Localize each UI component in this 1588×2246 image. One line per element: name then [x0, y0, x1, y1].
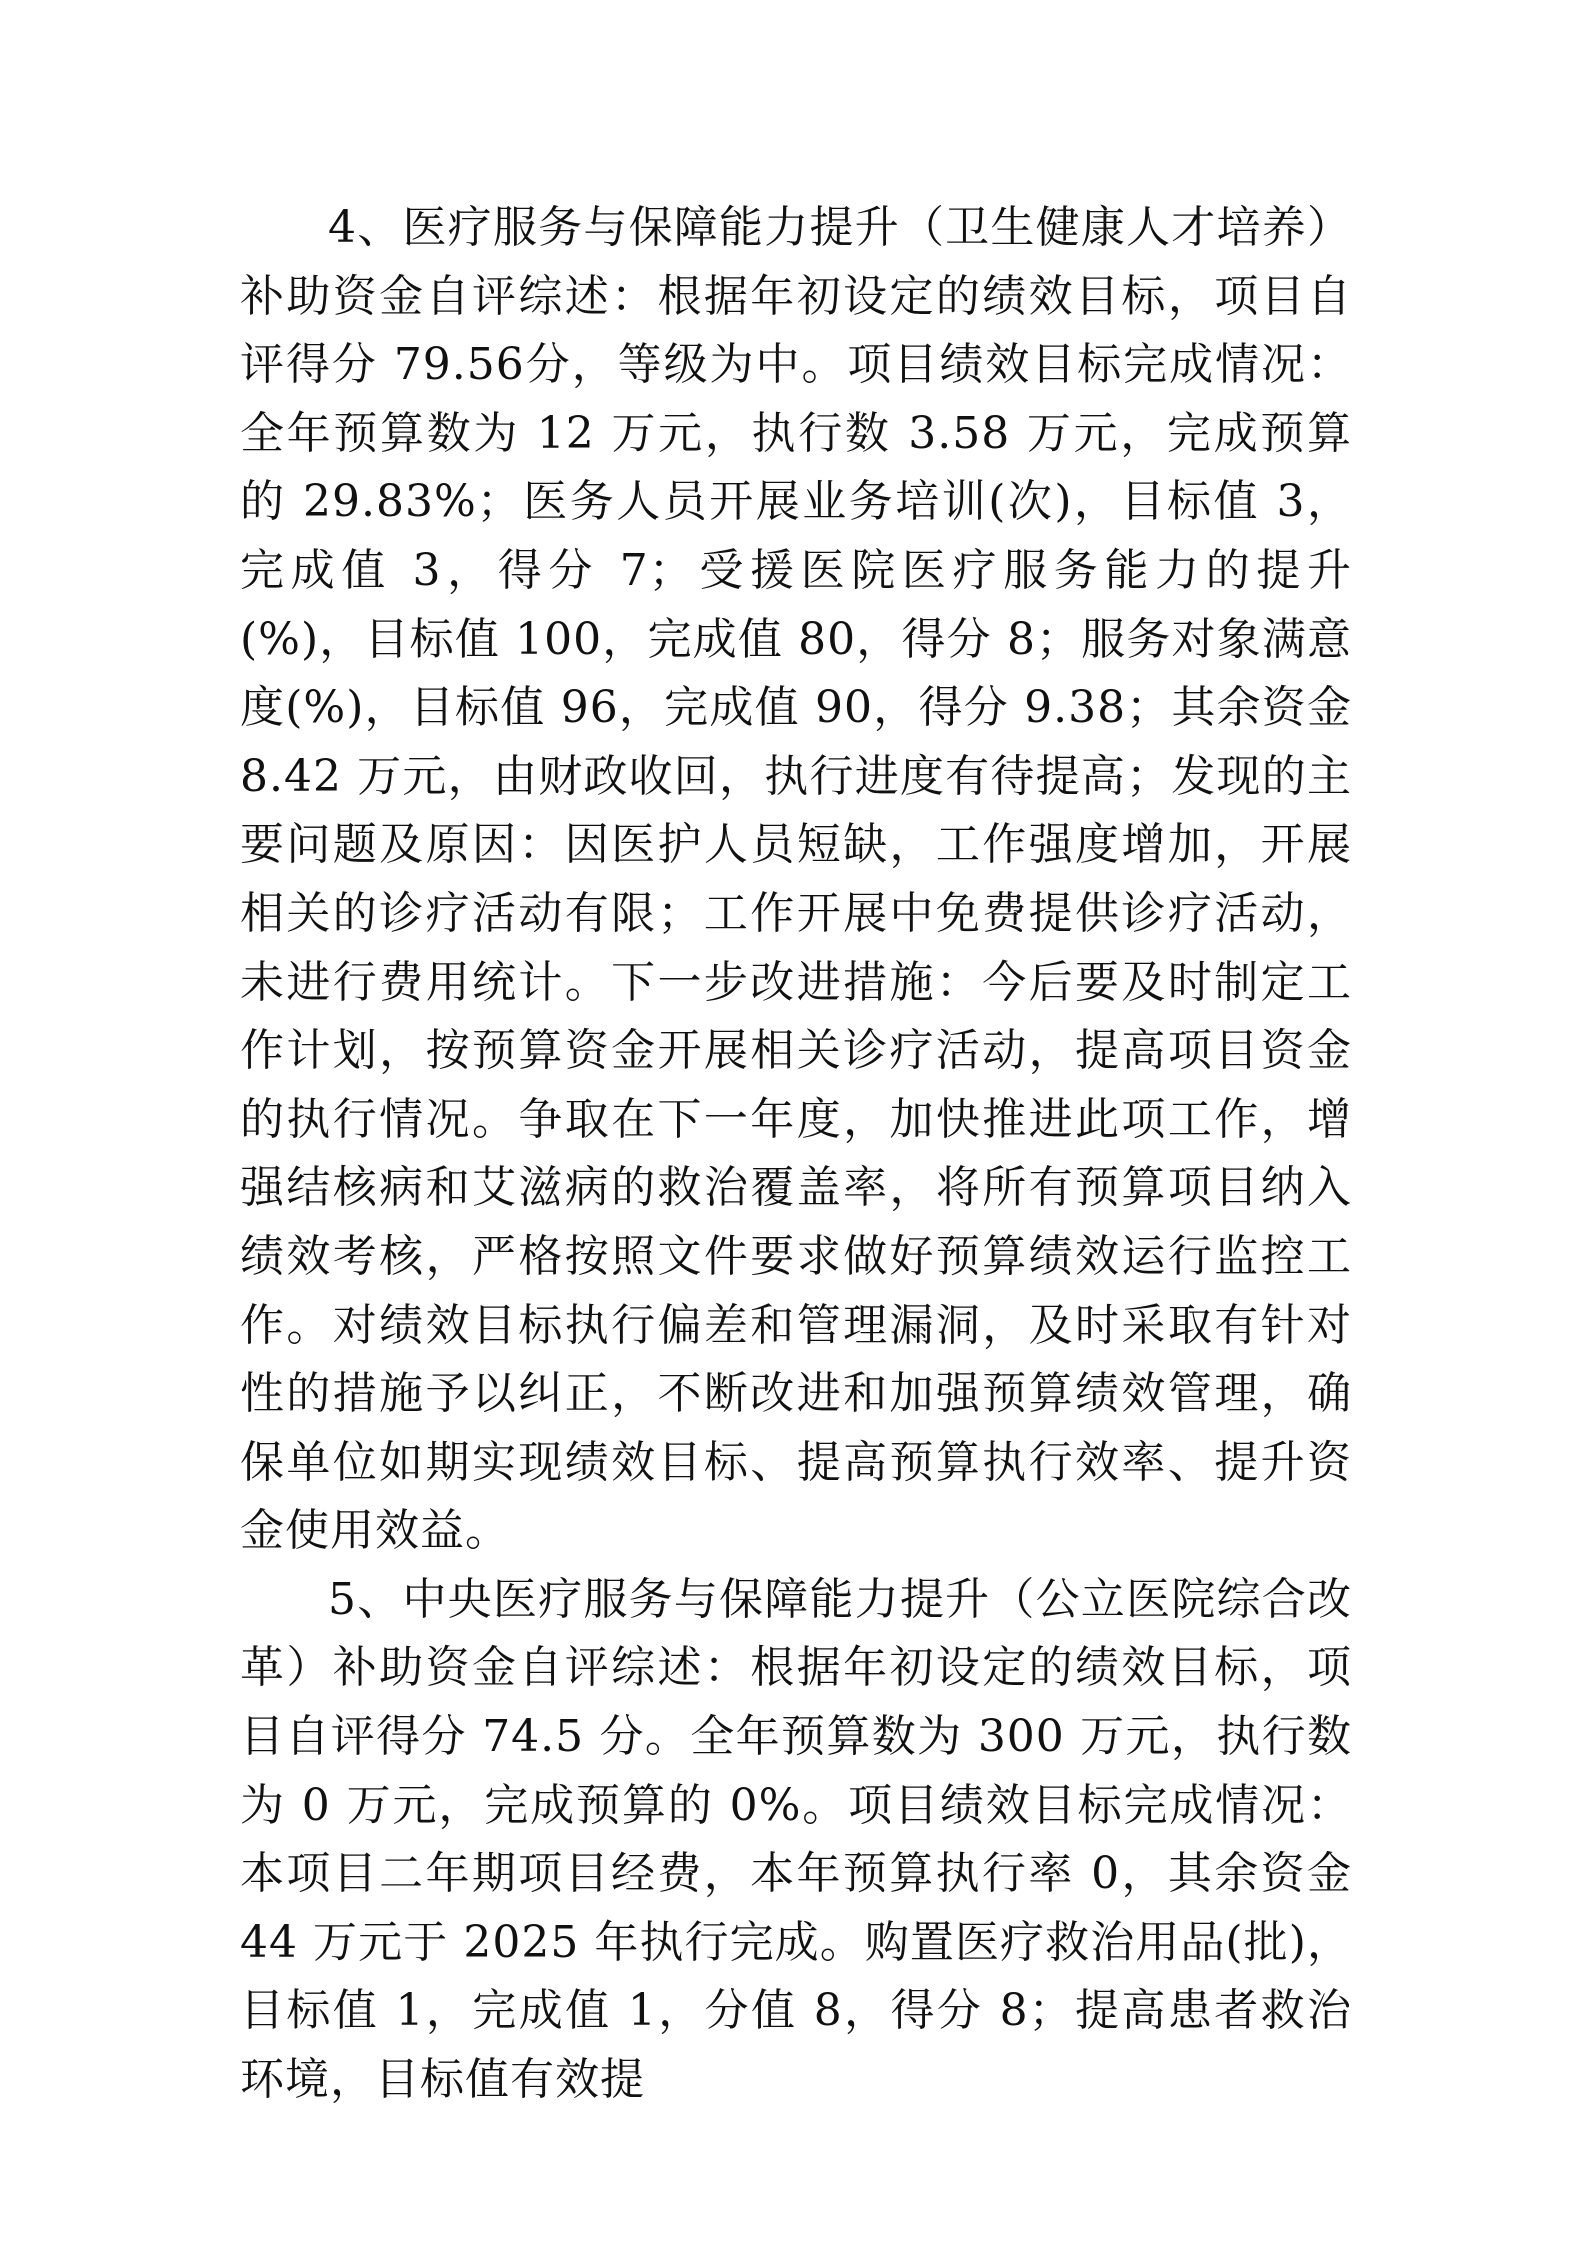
- paragraph-item-5: 5、中央医疗服务与保障能力提升（公立医院综合改革）补助资金自评综述：根据年初设定的绩效目标，项目自评得分 74.5 分。全年预算数为 300 万元，执行数为 0 万元，完成预算的 0%。项目绩效目标完成情况：本项目二年期项目经费，本年预算执行率 0，其余资金 44 万元于 2025 年执行完成。购置医疗救治用品(批)，目标值 1，完成值 1，分值 8，得分 8；提高患者救治环境，目标值有效提: [240, 1573, 1352, 2106]
- body-text: [240, 194, 1352, 2115]
- paragraph-item-4: 4、医疗服务与保障能力提升（卫生健康人才培养）补助资金自评综述：根据年初设定的绩效目标，项目自评得分 79.56分，等级为中。项目绩效目标完成情况：全年预算数为 12 万元，执行数 3.58 万元，完成预算的 29.83%；医务人员开展业务培训(次)，目标值 3，完成值 3，得分 7；受援医院医疗服务能力的提升(%)，目标值 100，完成值 80，得分 8；服务对象满意度(%)，目标值 96，完成值 90，得分 9.38；其余资金 8.42 万元，由财政收回，执行进度有待提高；发现的主要问题及原因：因医护人员短缺，工作强度增加，开展相关的诊疗活动有限；工作开展中免费提供诊疗活动，未进行费用统计。下一步改进措施：今后要及时制定工作计划，按预算资金开展相关诊疗活动，提高项目资金的执行情况。争取在下一年度，加快推进此项工作，增强结核病和艾滋病的救治覆盖率，将所有预算项目纳入绩效考核，严格按照文件要求做好预算绩效运行监控工作。对绩效目标执行偏差和管理漏洞，及时采取有针对性的措施予以纠正，不断改进和加强预算绩效管理，确保单位如期实现绩效目标、提高预算执行效率、提升资金使用效益。: [240, 202, 1352, 1557]
